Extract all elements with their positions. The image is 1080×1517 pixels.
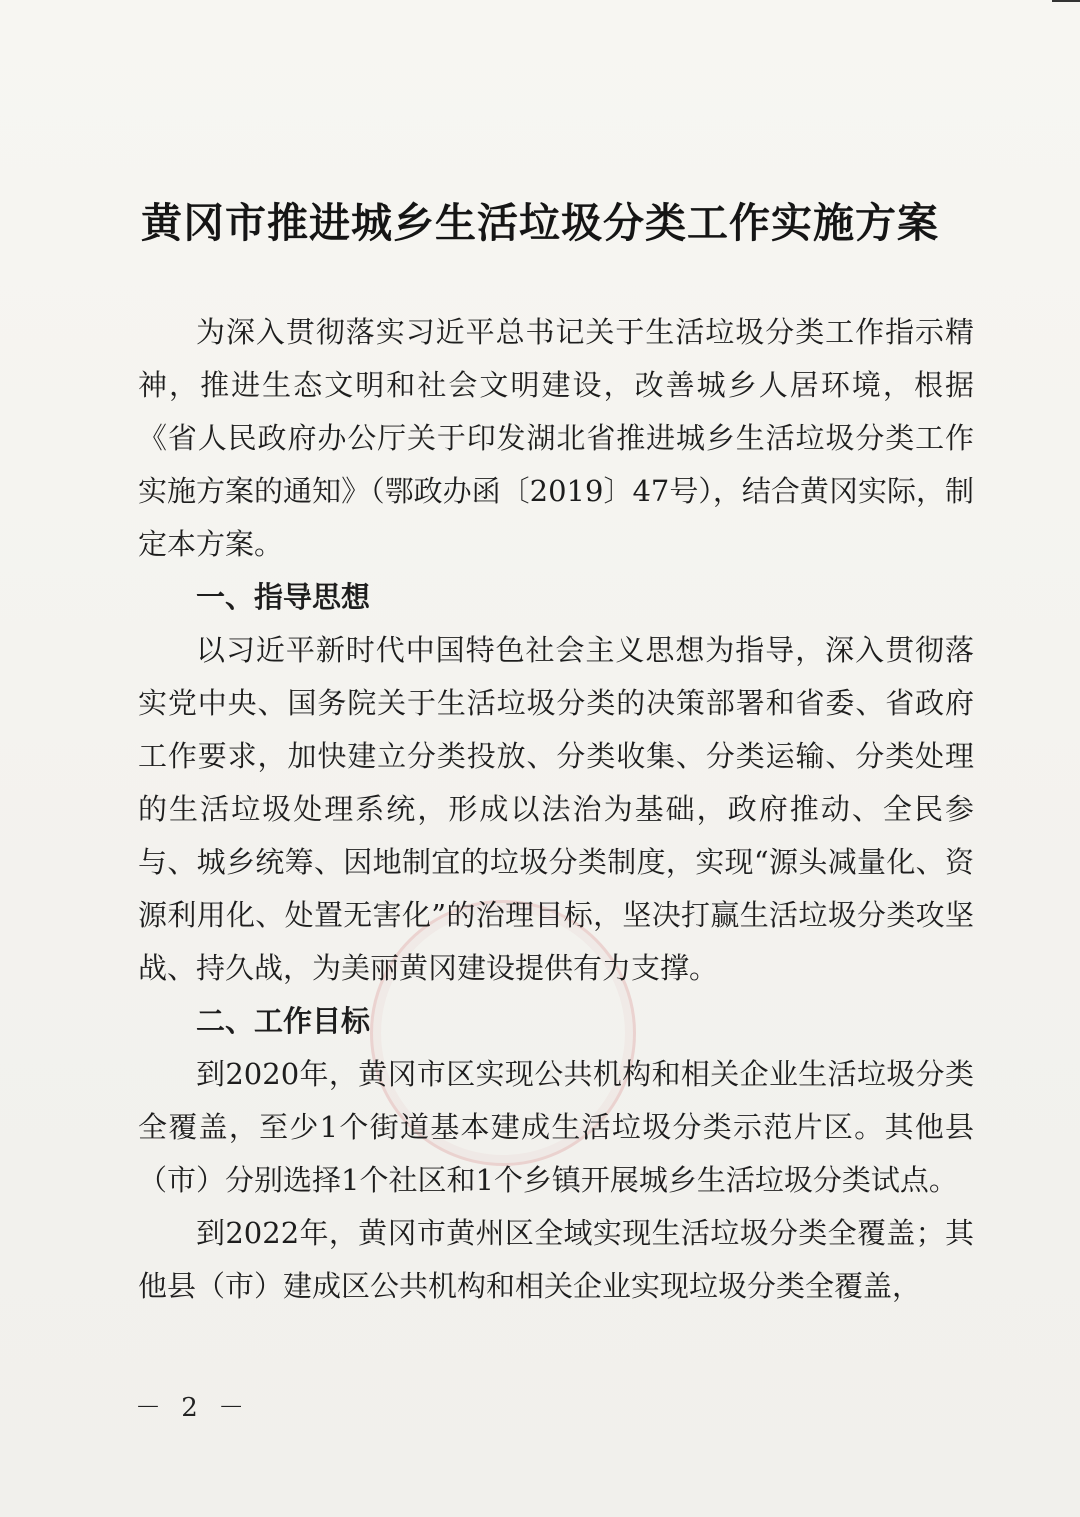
goal-2022-paragraph: 到2022年，黄冈市黄州区全域实现生活垃圾分类全覆盖；其他县（市）建成区公共机构和相关企业实现垃圾分类全覆盖， [138,1216,974,1303]
document-title: 黄冈市推进城乡生活垃圾分类工作实施方案 [141,199,939,247]
document-body [138,306,974,1313]
section-heading-work-goals: 二、工作目标 [196,1004,371,1038]
page-number: － 2 － [135,1393,251,1423]
scan-corner-mark [1052,0,1080,16]
goal-2020-paragraph: 到2020年，黄冈市区实现公共机构和相关企业生活垃圾分类全覆盖，至少1个街道基本建成生活垃圾分类示范片区。其他县（市）分别选择1个社区和1个乡镇开展城乡生活垃圾分类试点。 [138,1057,974,1197]
intro-paragraph: 为深入贯彻落实习近平总书记关于生活垃圾分类工作指示精神，推进生态文明和社会文明建设，改善城乡人居环境，根据《省人民政府办公厅关于印发湖北省推进城乡生活垃圾分类工作实施方案的通知》（鄂政办函〔2019〕47号），结合黄冈实际，制定本方案。 [138,315,974,561]
section-heading-guiding-ideology: 一、指导思想 [196,580,371,614]
guiding-ideology-paragraph: 以习近平新时代中国特色社会主义思想为指导，深入贯彻落实党中央、国务院关于生活垃圾分类的决策部署和省委、省政府工作要求，加快建立分类投放、分类收集、分类运输、分类处理的生活垃圾处理系统，形成以法治为基础，政府推动、全民参与、城乡统筹、因地制宜的垃圾分类制度，实现“源头减量化、资源利用化、处置无害化”的治理目标，坚决打赢生活垃圾分类攻坚战、持久战，为美丽黄冈建设提供有力支撑。 [138,633,974,985]
